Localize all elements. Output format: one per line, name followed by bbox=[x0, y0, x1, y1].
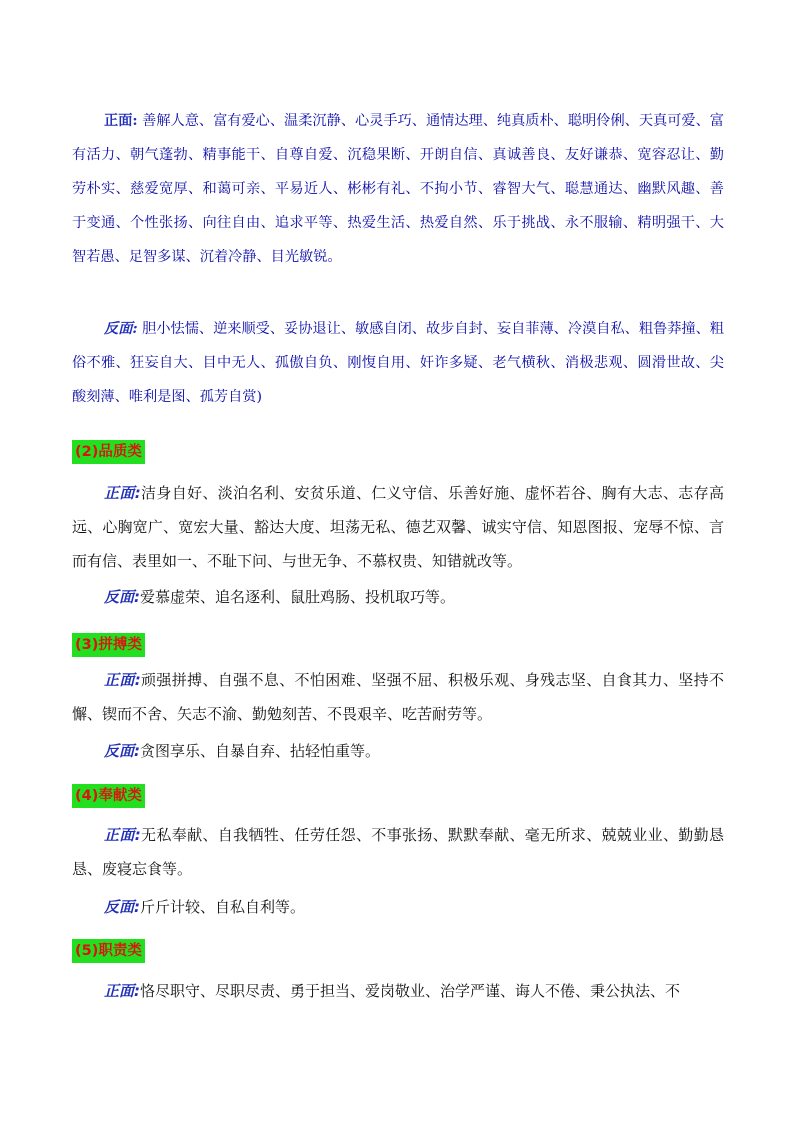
section-heading-quality: (2)品质类 bbox=[72, 440, 145, 464]
negative-label: 反面: bbox=[104, 588, 140, 606]
duty-positive-paragraph bbox=[72, 974, 724, 1008]
positive-label: 正面: bbox=[104, 982, 140, 1000]
section-heading-duty: (5)职责类 bbox=[72, 939, 145, 963]
section-heading-struggle: (3)拼搏类 bbox=[72, 633, 145, 657]
positive-label: 正面: bbox=[104, 826, 141, 844]
negative-text: 贪图享乐、自暴自弃、拈轻怕重等。 bbox=[140, 742, 381, 760]
dedication-positive-paragraph bbox=[72, 818, 724, 886]
positive-label: 正面: bbox=[104, 113, 138, 129]
positive-label: 正面: bbox=[104, 671, 141, 689]
dedication-negative-paragraph bbox=[72, 890, 724, 924]
quality-negative-paragraph bbox=[72, 580, 724, 614]
negative-text: 爱慕虚荣、追名逐利、鼠肚鸡肠、投机取巧等。 bbox=[140, 588, 456, 606]
intro-positive-paragraph bbox=[72, 104, 724, 274]
positive-label: 正面: bbox=[104, 484, 141, 502]
positive-text: 善解人意、富有爱心、温柔沉静、心灵手巧、通情达理、纯真质朴、聪明伶俐、天真可爱、富有活力、朝气蓬勃、精事能干、自尊自爱、沉稳果断、开朗自信、真诚善良、友好谦恭、宽容忍让、勤劳朴实、慈爱宽厚、和蔼可亲、平易近人、彬彬有礼、不拘小节、睿智大气、聪慧通达、幽默风趣、善于变通、个性张扬、向往自由、追求平等、热爱生活、热爱自然、乐于挑战、永不服输、精明强干、大智若愚、足智多谋、沉着冷静、目光敏锐。 bbox=[72, 113, 724, 265]
positive-text: 洁身自好、淡泊名利、安贫乐道、仁义守信、乐善好施、虚怀若谷、胸有大志、志存高远、心胸宽广、宽宏大量、豁达大度、坦荡无私、德艺双馨、诚实守信、知恩图报、宠辱不惊、言而有信、表里如一、不耻下问、与世无争、不慕权贵、知错就改等。 bbox=[72, 484, 724, 570]
negative-label: 反面: bbox=[104, 742, 140, 760]
negative-text: 胆小怯懦、逆来顺受、妥协退让、敏感自闭、故步自封、妄自菲薄、冷漠自私、粗鲁莽撞、粗俗不雅、狂妄自大、目中无人、孤傲自负、刚愎自用、奸诈多疑、老气横秋、消极悲观、圆滑世故、尖酸刻薄、唯利是图、孤芳自赏) bbox=[72, 321, 724, 405]
struggle-negative-paragraph bbox=[72, 734, 724, 768]
negative-label: 反面: bbox=[104, 321, 138, 337]
quality-positive-paragraph bbox=[72, 476, 724, 578]
intro-negative-paragraph bbox=[72, 312, 724, 414]
negative-label: 反面: bbox=[104, 898, 140, 916]
positive-text: 顽强拼搏、自强不息、不怕困难、坚强不屈、积极乐观、身残志坚、自食其力、坚持不懈、锲而不舍、矢志不渝、勤勉刻苦、不畏艰辛、吃苦耐劳等。 bbox=[72, 671, 724, 723]
struggle-positive-paragraph bbox=[72, 663, 724, 731]
positive-text: 恪尽职守、尽职尽责、勇于担当、爱岗敬业、治学严谨、诲人不倦、秉公执法、不 bbox=[140, 982, 681, 1000]
positive-text: 无私奉献、自我牺牲、任劳任怨、不事张扬、默默奉献、毫无所求、兢兢业业、勤勤恳恳、废寝忘食等。 bbox=[72, 826, 724, 878]
section-heading-dedication: (4)奉献类 bbox=[72, 784, 145, 808]
negative-text: 斤斤计较、自私自利等。 bbox=[140, 898, 306, 916]
